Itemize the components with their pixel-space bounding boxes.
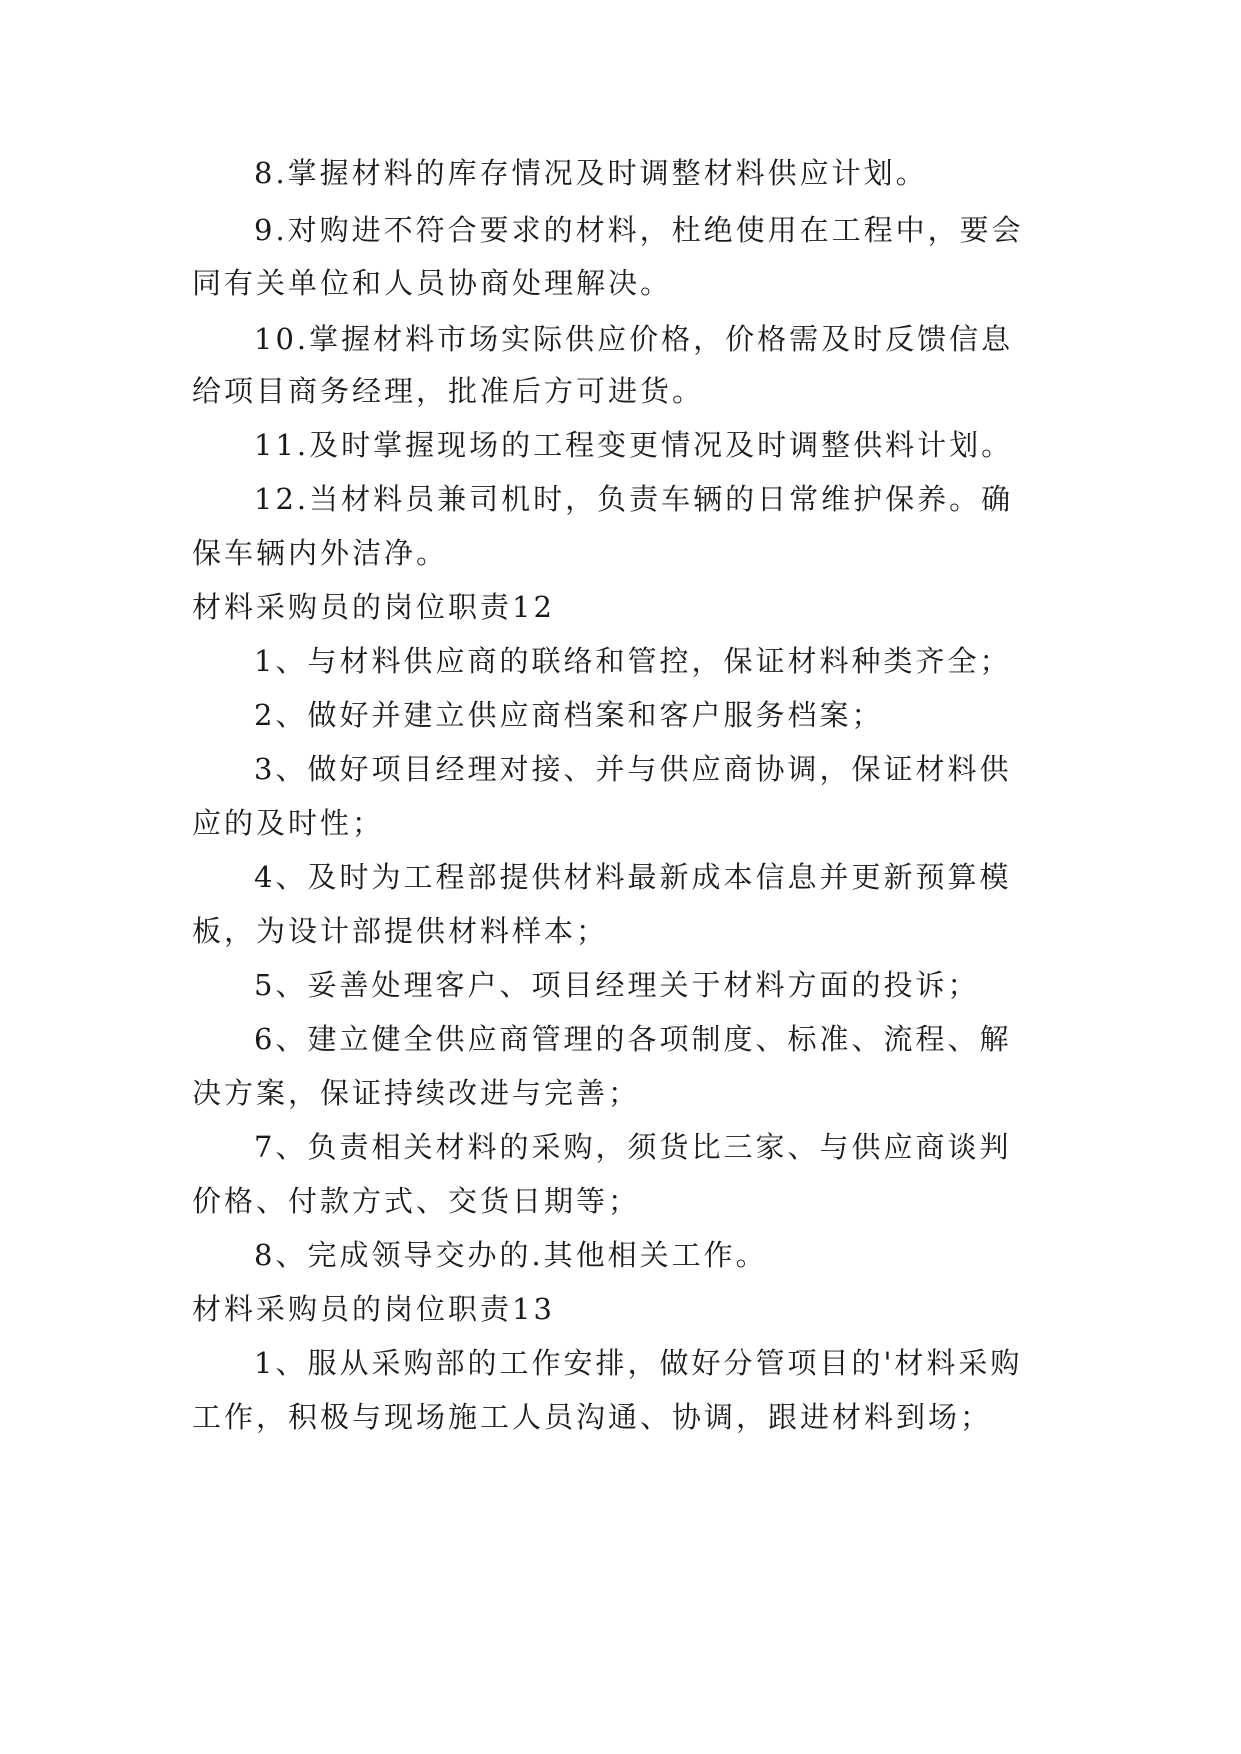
- paragraph-line: 价格、付款方式、交货日期等；: [192, 1184, 641, 1218]
- paragraph-line: 12.当材料员兼司机时，负责车辆的日常维护保养。确: [254, 482, 1014, 516]
- paragraph-line: 保车辆内外洁净。: [192, 536, 449, 570]
- paragraph-line: 11.及时掌握现场的工程变更情况及时调整供料计划。: [254, 428, 1014, 462]
- paragraph-line: 工作，积极与现场施工人员沟通、协调，跟进材料到场；: [192, 1400, 993, 1434]
- paragraph-line: 8.掌握材料的库存情况及时调整材料供应计划。: [254, 156, 928, 190]
- paragraph-line: 1、与材料供应商的联络和管控，保证材料种类齐全；: [254, 644, 1012, 678]
- paragraph-line: 给项目商务经理，批准后方可进货。: [192, 374, 705, 408]
- paragraph-line: 2、做好并建立供应商档案和客户服务档案；: [254, 698, 884, 732]
- paragraph-line: 1、服从采购部的工作安排，做好分管项目的'材料采购: [254, 1346, 1023, 1380]
- paragraph-line: 应的及时性；: [192, 806, 385, 840]
- paragraph-line: 板，为设计部提供材料样本；: [192, 914, 609, 948]
- paragraph-line: 同有关单位和人员协商处理解决。: [192, 266, 673, 300]
- section-heading: 材料采购员的岗位职责13: [192, 1292, 555, 1326]
- paragraph-line: 6、建立健全供应商管理的各项制度、标准、流程、解: [254, 1022, 1012, 1056]
- paragraph-line: 4、及时为工程部提供材料最新成本信息并更新预算模: [254, 860, 1012, 894]
- paragraph-line: 决方案，保证持续改进与完善；: [192, 1076, 641, 1110]
- paragraph-line: 7、负责相关材料的采购，须货比三家、与供应商谈判: [254, 1130, 1012, 1164]
- paragraph-line: 3、做好项目经理对接、并与供应商协调，保证材料供: [254, 752, 1012, 786]
- paragraph-line: 5、妥善处理客户、项目经理关于材料方面的投诉；: [254, 968, 980, 1002]
- paragraph-line: 10.掌握材料市场实际供应价格，价格需及时反馈信息: [254, 322, 1014, 356]
- paragraph-line: 8、完成领导交办的.其他相关工作。: [254, 1238, 768, 1272]
- section-heading: 材料采购员的岗位职责12: [192, 590, 555, 624]
- paragraph-line: 9.对购进不符合要求的材料，杜绝使用在工程中，要会: [254, 213, 1024, 247]
